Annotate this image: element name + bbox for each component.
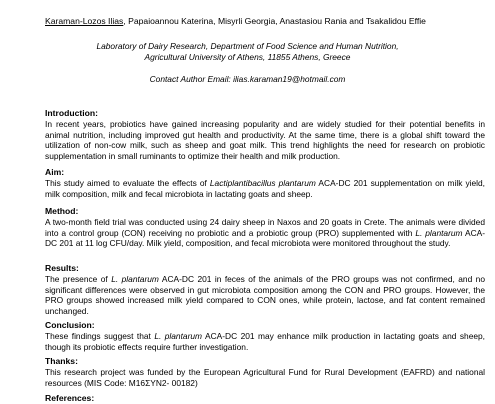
thanks-heading: Thanks: bbox=[45, 356, 78, 366]
introduction-heading: Introduction: bbox=[45, 108, 98, 118]
method-text bbox=[45, 217, 485, 249]
thanks-section bbox=[45, 356, 485, 388]
contact-email: Contact Author Email: ilias.karaman19@hotmail.com bbox=[149, 74, 346, 84]
references-heading: References: bbox=[45, 393, 95, 403]
method-species-name: L. plantarum bbox=[415, 227, 463, 238]
introduction-text: In recent years, probiotics have gained increasing popularity and are widely studied for their potential benefits in animal nutrition, including improved gut health and productivity. At the same time, there is a global shift toward the utilization of non-cow milk, such as sheep and goat milk. This trend highlights the need for research on probiotic supplementation in small ruminants to optimize their health and milk production. bbox=[45, 119, 485, 161]
aim-text-part-2: ACA-DC 201 supplementation on milk yield, milk composition, milk and fecal microbiota in lactating goats and sheep. bbox=[45, 178, 486, 199]
method-text-part-1: A two-month field trial was conducted using 24 dairy sheep in Naxos and 20 goats in Crete. The animals were divided into a control group (CON) receiving no probiotic and a probiotic group (PRO) supplemented with bbox=[45, 217, 485, 238]
conclusion-section bbox=[45, 320, 485, 352]
conclusion-text-part-2: ACA-DC 201 may enhance milk production in lactating goats and sheep, though its probiotic effects require further investigation. bbox=[45, 331, 486, 352]
aim-heading: Aim: bbox=[45, 167, 65, 177]
affiliation-line-1: Laboratory of Dairy Research, Department of Food Science and Human Nutrition, bbox=[96, 41, 399, 51]
results-text-part-2: ACA-DC 201 in feces of the animals of the PRO groups was not confirmed, and no significant differences were observed in gut microbiota composition among the CON and PRO groups. However, the PRO groups showed increased milk yield compared to CON ones, while protein, lactose, and fat content remained unchanged. bbox=[45, 274, 485, 316]
first-author: Karaman-Lozos Ilias bbox=[45, 16, 124, 26]
results-text bbox=[45, 274, 485, 316]
references-section bbox=[45, 393, 485, 404]
conclusion-text bbox=[45, 331, 485, 352]
author-list bbox=[45, 15, 485, 27]
co-authors: , Papaioannou Katerina, Misyrli Georgia, Anastasiou Rania and Tsakalidou Effie bbox=[123, 16, 426, 26]
thanks-text: This research project was funded by the European Agricultural Fund for Rural Development (EAFRD) and national resources (MIS Code: Μ16ΣΥΝ2- 00182) bbox=[45, 367, 485, 388]
introduction-section bbox=[45, 108, 485, 161]
method-section bbox=[45, 206, 485, 249]
aim-text-part-1: This study aimed to evaluate the effects of bbox=[45, 178, 210, 188]
results-section bbox=[45, 263, 485, 316]
affiliation-line-2: Agricultural University of Athens, 11855 Athens, Greece bbox=[144, 52, 351, 62]
aim-text bbox=[45, 178, 485, 199]
conclusion-heading: Conclusion: bbox=[45, 320, 95, 330]
aim-section bbox=[45, 167, 485, 199]
results-heading: Results: bbox=[45, 263, 79, 273]
method-text-part-2: ACA-DC 201 at 11 log CFU/day. Milk yield, composition, and fecal microbiota were monitored throughout the study. bbox=[45, 227, 485, 249]
method-heading: Method: bbox=[45, 206, 79, 216]
aim-species-name: Lactiplantibacillus plantarum bbox=[209, 178, 316, 188]
conclusion-text-part-1: These findings suggest that bbox=[45, 331, 155, 341]
conclusion-species-name: L. plantarum bbox=[154, 331, 203, 341]
results-text-part-1: The presence of bbox=[45, 274, 112, 284]
results-species-name: L. plantarum bbox=[111, 274, 159, 284]
